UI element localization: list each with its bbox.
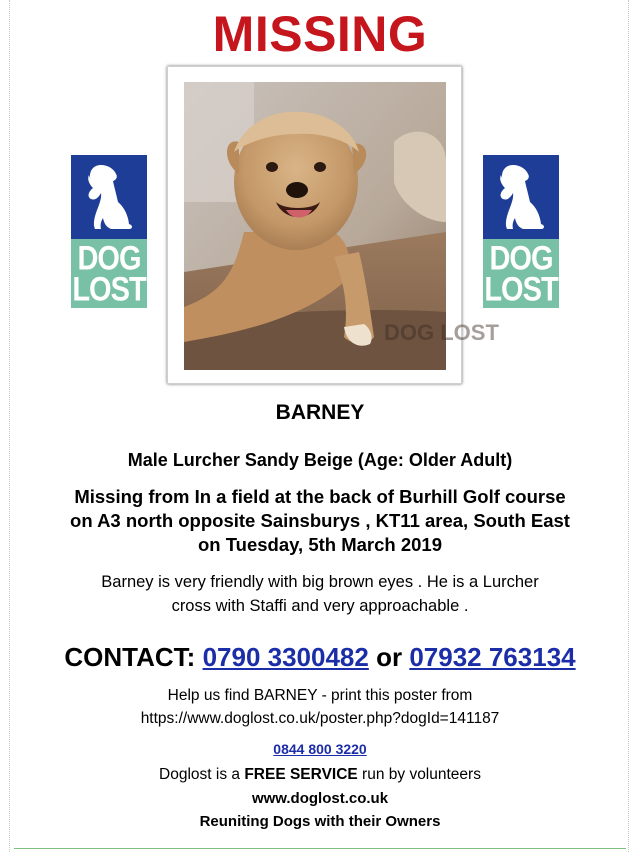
tagline: Reuniting Dogs with their Owners [199,813,441,830]
missing-location-line-2: on A3 north opposite Sainsburys , KT11 area, South East [70,510,570,531]
contact-phone-1-link[interactable]: 0790 3300482 [202,642,369,672]
print-help-line-1: Help us find BARNEY - print this poster from [167,687,473,704]
contact-line [0,641,640,673]
dog-photo-frame [167,66,499,384]
poster-url: https://www.doglost.co.uk/poster.php?dogId=141187 [140,710,500,727]
website: www.doglost.co.uk [251,790,389,807]
dog-about-line-2: cross with Staffi and very approachable . [171,597,469,615]
service-prefix: Doglost is a [159,766,245,783]
dog-about-line-1: Barney is very friendly with big brown eyes . He is a Lurcher [101,573,539,591]
photo-watermark: DOG LOST [384,320,499,345]
logo-word-dog: DOG [489,240,553,278]
contact-phone-2-link[interactable]: 07932 763134 [409,642,576,672]
dog-silhouette-icon [483,155,559,239]
doglost-wordmark [71,239,147,308]
poster-title: MISSING [212,6,428,62]
helpline [0,739,640,759]
doglost-logo-left [71,155,147,308]
print-help [0,684,640,730]
dog-silhouette-icon [71,155,147,239]
dog-name: BARNEY [275,401,365,424]
helpline-phone-link[interactable]: 0844 800 3220 [273,741,367,757]
service-statement [0,764,640,786]
dog-about [0,570,640,618]
doglost-wordmark [483,239,559,308]
service-suffix: run by volunteers [357,766,481,783]
contact-or: or [376,642,403,672]
logo-word-dog: DOG [77,240,141,278]
logo-word-lost: LOST [484,271,558,309]
missing-location-line-1: Missing from In a field at the back of Burhill Golf course [74,486,566,507]
missing-date: on Tuesday, 5th March 2019 [197,534,442,555]
dog-description: Male Lurcher Sandy Beige (Age: Older Adult) [127,450,513,470]
missing-location [0,485,640,557]
logo-word-lost: LOST [72,271,146,309]
doglost-logo-right [483,155,559,308]
service-free: FREE SERVICE [244,766,358,783]
dog-photo [184,82,499,370]
contact-label: CONTACT: [64,642,196,672]
bottom-divider [14,848,626,849]
